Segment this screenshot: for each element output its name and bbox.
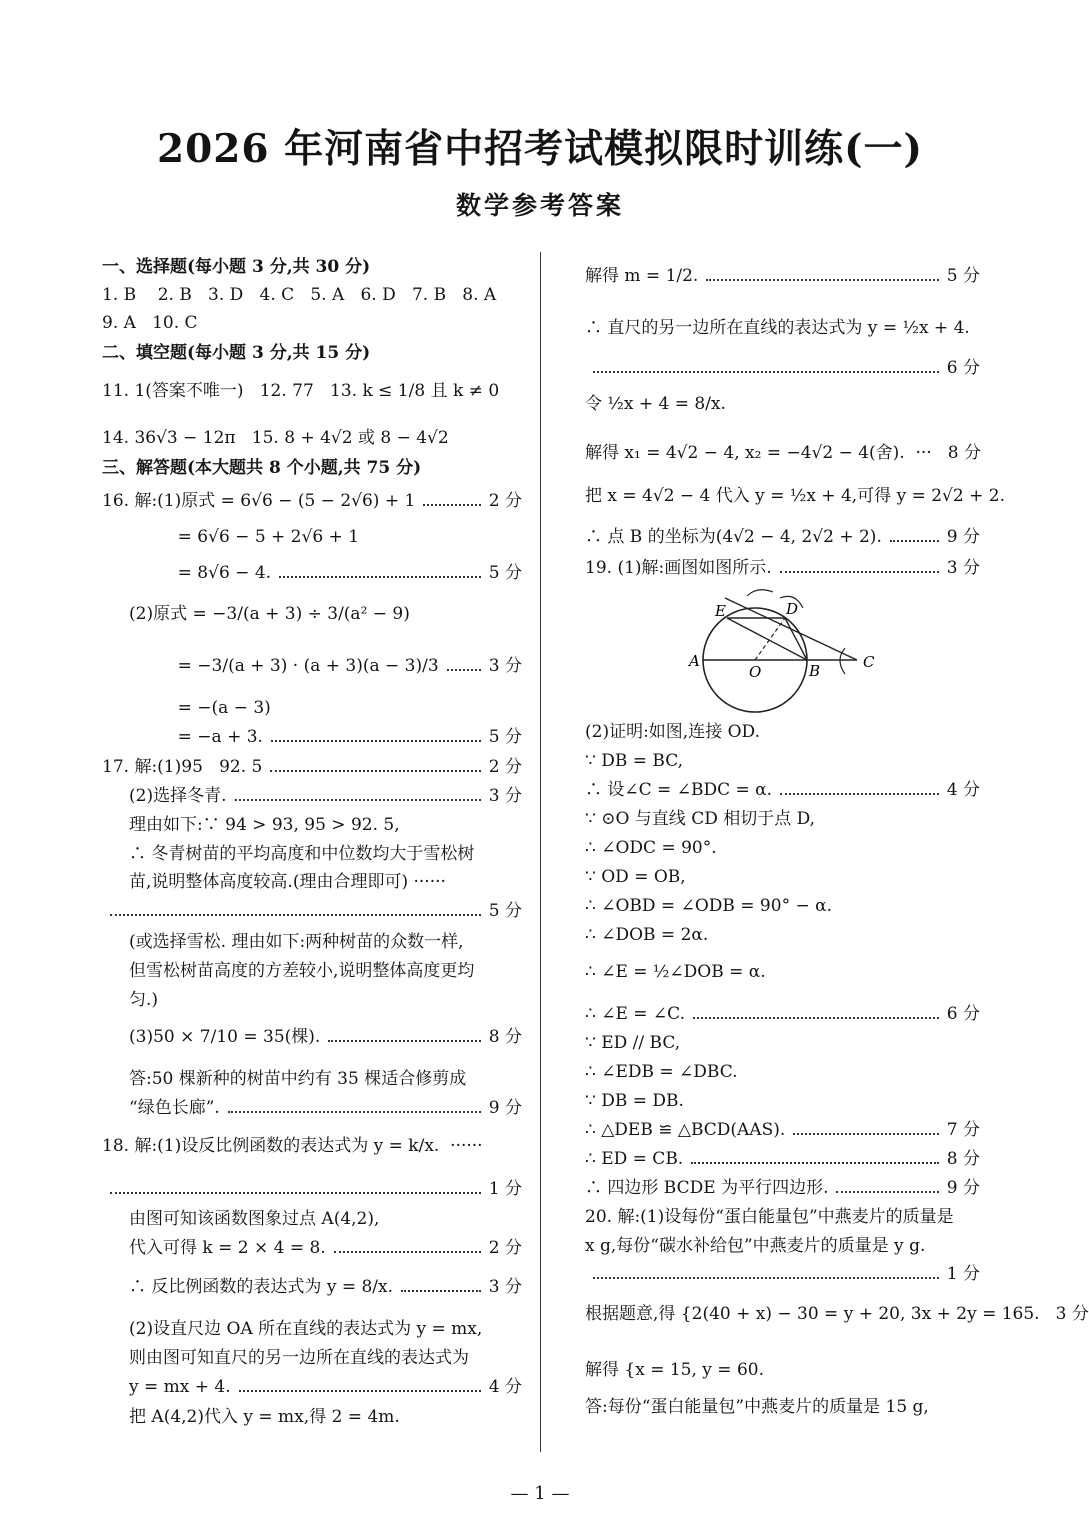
answer-line <box>102 813 522 837</box>
answer-line <box>102 456 522 480</box>
answer-text: ∵ OD = OB, <box>585 867 686 887</box>
score-mark: 5 分 <box>946 266 980 286</box>
answer-text: 答:每份“蛋白能量包”中燕麦片的质量是 15 g, <box>585 1397 929 1417</box>
page-subtitle: 数学参考答案 <box>455 191 624 220</box>
dot-leader <box>423 504 480 506</box>
answer-text: (2)原式 = −3/(a + 3) ÷ 3/(a² − 9) <box>102 604 410 624</box>
answer-line <box>585 865 980 889</box>
answer-text: 9. A 10. C <box>102 313 198 333</box>
answer-text: ∴ ∠E = ½∠DOB = α. <box>585 962 766 982</box>
answer-line <box>585 1060 980 1084</box>
answer-line <box>585 1205 980 1229</box>
dot-leader <box>780 793 939 795</box>
score-mark: 6 分 <box>946 1004 980 1024</box>
answer-text: 解得 {x = 15, y = 60. <box>585 1360 764 1380</box>
score-mark: 8 分 <box>947 443 981 463</box>
answer-line <box>102 784 522 808</box>
answer-line <box>585 316 980 340</box>
answer-line <box>585 556 980 580</box>
answer-line <box>585 1302 1089 1326</box>
score-mark: 4 分 <box>946 780 980 800</box>
dot-leader <box>328 1040 480 1042</box>
answer-text: 令 ½x + 4 = 8/x. <box>585 394 726 414</box>
answer-text: ∵ ED // BC, <box>585 1033 681 1053</box>
answer-line <box>585 778 980 802</box>
answer-text: 答:50 棵新种的树苗中约有 35 棵适合修剪成 <box>102 1069 467 1089</box>
segment-od <box>755 618 785 660</box>
answer-line <box>585 392 980 416</box>
score-mark: 9 分 <box>946 1178 980 1198</box>
answer-line <box>585 1395 980 1419</box>
answer-text: ∴ 设∠C = ∠BDC = α. <box>585 780 773 800</box>
score-mark: 1 分 <box>488 1179 522 1199</box>
answer-text: = −(a − 3) <box>102 698 271 718</box>
answer-text: 11. 1(答案不唯一) 12. 77 13. k ≤ 1/8 且 k ≠ 0 <box>102 381 500 401</box>
answer-line <box>102 255 522 279</box>
answer-line <box>585 264 980 288</box>
score-mark: 8 分 <box>488 1027 522 1047</box>
score-mark: 9 分 <box>488 1098 522 1118</box>
answer-line <box>102 899 522 923</box>
score-mark: 3 分 <box>1055 1304 1089 1324</box>
answer-text: 20. 解:(1)设每份“蛋白能量包”中燕麦片的质量是 <box>585 1207 954 1227</box>
answer-text: 解得 m = 1/2. <box>585 266 699 286</box>
answer-line <box>102 1067 522 1091</box>
answer-text: = 8√6 − 4. <box>102 563 272 583</box>
answer-text: x g,每份“碳水补给包”中燕麦片的质量是 y g. <box>585 1236 926 1256</box>
label-e: E <box>715 602 726 620</box>
label-c: C <box>863 653 875 671</box>
score-mark: 9 分 <box>946 527 980 547</box>
dot-leader <box>793 1133 939 1135</box>
arc-mark-1 <box>747 590 773 596</box>
answer-text: 匀.) <box>102 990 159 1010</box>
answer-line <box>102 311 522 335</box>
answer-text: 由图可知该函数图象过点 A(4,2), <box>102 1209 380 1229</box>
score-mark: 2 分 <box>488 1238 522 1258</box>
dot-leader <box>890 540 939 542</box>
answer-line <box>102 1317 522 1341</box>
score-mark: 6 分 <box>946 358 980 378</box>
answer-text: = −3/(a + 3) · (a + 3)(a − 3)/3 <box>102 656 439 676</box>
answer-text: = −a + 3. <box>102 727 263 747</box>
answer-line <box>102 654 522 678</box>
answer-text: y = mx + 4. <box>102 1377 231 1397</box>
score-mark: 3 分 <box>946 558 980 578</box>
answer-line <box>585 923 980 947</box>
answer-text: 三、解答题(本大题共 8 个小题,共 75 分) <box>102 458 422 478</box>
dot-leader <box>270 770 480 772</box>
dot-leader <box>110 914 481 916</box>
dot-leader <box>447 669 481 671</box>
answer-line <box>585 525 980 549</box>
answer-text: 苗,说明整体高度较高.(理由合理即可) ······ <box>102 872 446 892</box>
dot-leader <box>239 1390 481 1392</box>
answer-text: ∵ ⊙O 与直线 CD 相切于点 D, <box>585 809 816 829</box>
score-mark: 5 分 <box>488 727 522 747</box>
answer-line <box>102 1025 522 1049</box>
answer-line <box>585 749 980 773</box>
answer-text: 把 x = 4√2 − 4 代入 y = ½x + 4,可得 y = 2√2 + 2. <box>585 486 1005 506</box>
answer-line <box>102 988 522 1012</box>
answer-line <box>102 870 522 894</box>
answer-line <box>102 930 522 954</box>
dot-leader <box>691 1162 939 1164</box>
answer-line <box>585 1031 980 1055</box>
answer-text: ∴ ∠E = ∠C. <box>585 1004 685 1024</box>
answer-text: 18. 解:(1)设反比例函数的表达式为 y = k/x. ······ <box>102 1136 483 1156</box>
answer-line <box>585 356 980 380</box>
answer-text: 则由图可知直尺的另一边所在直线的表达式为 <box>102 1348 470 1368</box>
answer-line <box>585 836 980 860</box>
answer-line <box>102 1177 522 1201</box>
score-mark: 5 分 <box>488 563 522 583</box>
column-divider <box>540 252 541 1452</box>
answer-text: (或选择雪松. 理由如下:两种树苗的众数一样, <box>102 932 464 952</box>
answer-line <box>102 959 522 983</box>
answer-text: “绿色长廊”. <box>102 1098 220 1118</box>
answer-text: 二、填空题(每小题 3 分,共 15 分) <box>102 343 371 363</box>
answer-line <box>585 1089 980 1113</box>
dot-leader <box>593 1277 939 1279</box>
answer-line <box>102 525 522 549</box>
answer-text: ∴ ∠DOB = 2α. <box>585 925 709 945</box>
answer-text: ∴ 直尺的另一边所在直线的表达式为 y = ½x + 4. <box>585 318 970 338</box>
segment-eb <box>727 618 807 660</box>
answer-line <box>102 379 522 403</box>
answer-text: = 6√6 − 5 + 2√6 + 1 <box>102 527 360 547</box>
answer-line <box>585 1262 980 1286</box>
answer-text: ∴ 点 B 的坐标为(4√2 − 4, 2√2 + 2). <box>585 527 882 547</box>
answer-text: 理由如下:∵ 94 > 93, 95 > 92. 5, <box>102 815 400 835</box>
answer-text: ∴ 四边形 BCDE 为平行四边形. <box>585 1178 829 1198</box>
page-title: 2026 年河南省中招考试模拟限时训练(一) <box>156 126 924 172</box>
answer-line <box>102 426 522 450</box>
dot-leader <box>593 371 939 373</box>
score-mark: 7 分 <box>946 1120 980 1140</box>
answer-line <box>585 1234 980 1258</box>
answer-text: 17. 解:(1)95 92. 5 <box>102 757 263 777</box>
answer-text: ∴ 冬青树苗的平均高度和中位数均大于雪松树 <box>102 844 475 864</box>
answer-text: (3)50 × 7/10 = 35(棵). <box>102 1027 321 1047</box>
label-a: A <box>689 652 700 670</box>
answer-text: ∵ DB = BC, <box>585 751 684 771</box>
dot-leader <box>228 1111 481 1113</box>
dot-leader <box>271 740 481 742</box>
answer-line <box>102 1275 522 1299</box>
score-mark: 4 分 <box>488 1377 522 1397</box>
answer-line <box>585 960 980 984</box>
answer-line <box>102 489 522 513</box>
score-mark: 1 分 <box>946 1264 980 1284</box>
answer-line <box>102 842 522 866</box>
answer-text: 代入可得 k = 2 × 4 = 8. <box>102 1238 326 1258</box>
answer-text: ∵ DB = DB. <box>585 1091 684 1111</box>
dot-leader <box>279 576 481 578</box>
dot-leader <box>706 279 938 281</box>
answer-text: 但雪松树苗高度的方差较小,说明整体高度更均 <box>102 961 475 981</box>
answer-text: ∴ 反比例函数的表达式为 y = 8/x. <box>102 1277 394 1297</box>
answer-text: ∴ △DEB ≌ △BCD(AAS). <box>585 1120 786 1140</box>
dot-leader <box>401 1290 481 1292</box>
answer-text: (2)设直尺边 OA 所在直线的表达式为 y = mx, <box>102 1319 483 1339</box>
score-mark: 2 分 <box>488 757 522 777</box>
answer-line <box>102 1134 522 1158</box>
score-mark: 5 分 <box>488 901 522 921</box>
answer-text: (2)证明:如图,连接 OD. <box>585 722 760 742</box>
answer-text: ∴ ED = CB. <box>585 1149 684 1169</box>
answer-text: 根据题意,得 {2(40 + x) − 30 = y + 20, 3x + 2y = 165. <box>585 1304 1040 1324</box>
answer-line <box>585 1118 980 1142</box>
dot-leader <box>110 1192 481 1194</box>
answer-line <box>102 755 522 779</box>
label-o: O <box>749 663 762 681</box>
answer-line <box>585 1358 980 1382</box>
answer-line <box>585 1002 980 1026</box>
answer-text: 把 A(4,2)代入 y = mx,得 2 = 4m. <box>102 1407 400 1427</box>
page-number: — 1 — <box>510 1483 570 1504</box>
answer-line <box>102 1346 522 1370</box>
answer-line <box>585 1176 980 1200</box>
answer-line <box>585 1147 980 1171</box>
answer-text: ∴ ∠EDB = ∠DBC. <box>585 1062 738 1082</box>
score-mark: 3 分 <box>488 656 522 676</box>
label-b: B <box>809 662 821 680</box>
geometry-figure <box>685 578 895 698</box>
dot-leader <box>780 571 939 573</box>
answer-line <box>585 484 1005 508</box>
answer-line <box>102 1236 522 1260</box>
answer-text: 16. 解:(1)原式 = 6√6 − (5 − 2√6) + 1 <box>102 491 416 511</box>
dot-leader <box>836 1191 938 1193</box>
answer-text: 一、选择题(每小题 3 分,共 30 分) <box>102 257 371 277</box>
answer-line <box>102 341 522 365</box>
answer-line <box>585 894 980 918</box>
answer-text: 解得 x₁ = 4√2 − 4, x₂ = −4√2 − 4(舍). ··· <box>585 443 932 463</box>
answer-line <box>102 283 522 307</box>
answer-line <box>585 720 980 744</box>
answer-line <box>102 1405 522 1429</box>
dot-leader <box>235 799 481 801</box>
answer-line <box>102 561 522 585</box>
answer-line <box>102 1096 522 1120</box>
answer-text: 14. 36√3 − 12π 15. 8 + 4√2 或 8 − 4√2 <box>102 428 449 448</box>
dot-leader <box>693 1017 939 1019</box>
score-mark: 2 分 <box>488 491 522 511</box>
answer-line <box>102 602 522 626</box>
score-mark: 3 分 <box>488 786 522 806</box>
answer-text: ∴ ∠OBD = ∠ODB = 90° − α. <box>585 896 832 916</box>
answer-line <box>102 1207 522 1231</box>
dot-leader <box>334 1251 481 1253</box>
answer-line <box>585 807 980 831</box>
answer-text: ∴ ∠ODC = 90°. <box>585 838 717 858</box>
label-d: D <box>786 600 799 618</box>
answer-line <box>102 725 522 749</box>
answer-line <box>585 441 980 465</box>
score-mark: 8 分 <box>946 1149 980 1169</box>
answer-text: 19. (1)解:画图如图所示. <box>585 558 772 578</box>
answer-line <box>102 1375 522 1399</box>
answer-text: (2)选择冬青. <box>102 786 227 806</box>
answer-text: 1. B 2. B 3. D 4. C 5. A 6. D 7. B 8. A <box>102 285 497 305</box>
answer-line <box>102 696 522 720</box>
score-mark: 3 分 <box>488 1277 522 1297</box>
